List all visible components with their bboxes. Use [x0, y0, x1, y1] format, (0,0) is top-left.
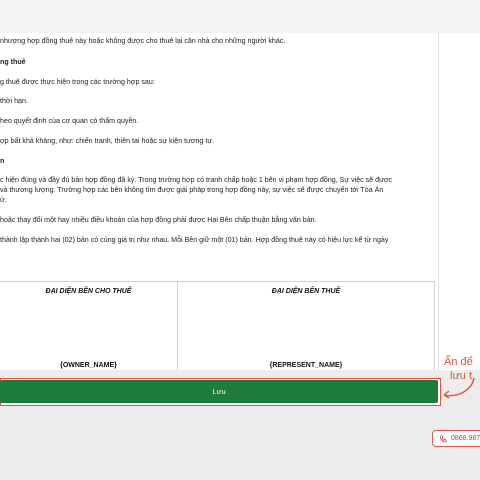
owner-signature-title: ĐẠI DIỆN BÊN CHO THUÊ: [45, 288, 132, 295]
tenant-signature-title: ĐẠI DIỆN BÊN THUÊ: [271, 288, 341, 295]
signature-owner-column: [0, 282, 178, 370]
annotation-line-1: Ấn để: [444, 356, 473, 368]
tenant-name-placeholder: {REPRESENT_NAME}: [269, 362, 343, 369]
doc-line: ợp bất khả kháng, như: chiến tranh, thiên tai hoặc sự kiện tương tự.: [0, 137, 215, 145]
phone-icon: [439, 435, 447, 443]
doc-line: c hiện đúng và đầy đủ bản hợp đồng đã ký. Trong trường hợp có tranh chấp hoặc 1 bên vi phạm hợp đồng, Sự việc sẽ được: [0, 176, 393, 184]
doc-line: và thương lượng. Trường hợp các bên không tìm được giải pháp trong hợp đồng này, sự việc sẽ được chuyển tới Tòa Án: [0, 186, 384, 194]
signature-table: [0, 281, 435, 370]
save-button[interactable]: Lưu: [0, 380, 438, 403]
annotation-line-2: lưu t: [450, 370, 473, 382]
contract-document: [0, 33, 438, 370]
doc-line: thành lập thành hai (02) bản có cùng giá trị như nhau. Mỗi Bên giữ một (01) bản. Hợp đồng thuê này có hiệu lực kể từ ngày: [0, 236, 389, 244]
phone-number: 0868.987: [451, 435, 480, 442]
doc-line: nhượng hợp đồng thuê này hoặc không được cho thuê lại căn nhà cho những người khác.: [0, 37, 286, 45]
doc-line: thời hạn.: [0, 97, 28, 105]
annotation-arrow-icon: [436, 376, 476, 402]
right-margin: [438, 33, 480, 370]
section-heading: n: [0, 157, 5, 165]
phone-contact-button[interactable]: [432, 430, 480, 447]
bottom-bar: [0, 412, 480, 480]
signature-tenant-column: [178, 282, 434, 370]
doc-line: ử.: [0, 196, 7, 204]
owner-name-placeholder: {OWNER_NAME}: [60, 362, 117, 369]
doc-line: g thuê được thực hiện trong các trường hợp sau:: [0, 78, 155, 86]
top-bar: [0, 0, 480, 33]
doc-line: hoặc thay đổi một hay nhiều điều khoản của hợp đồng phải được Hai Bên chấp thuận bằng văn bản.: [0, 216, 317, 224]
doc-line: heo quyết định của cơ quan có thẩm quyền.: [0, 117, 139, 125]
section-heading: ng thuê: [0, 58, 26, 66]
